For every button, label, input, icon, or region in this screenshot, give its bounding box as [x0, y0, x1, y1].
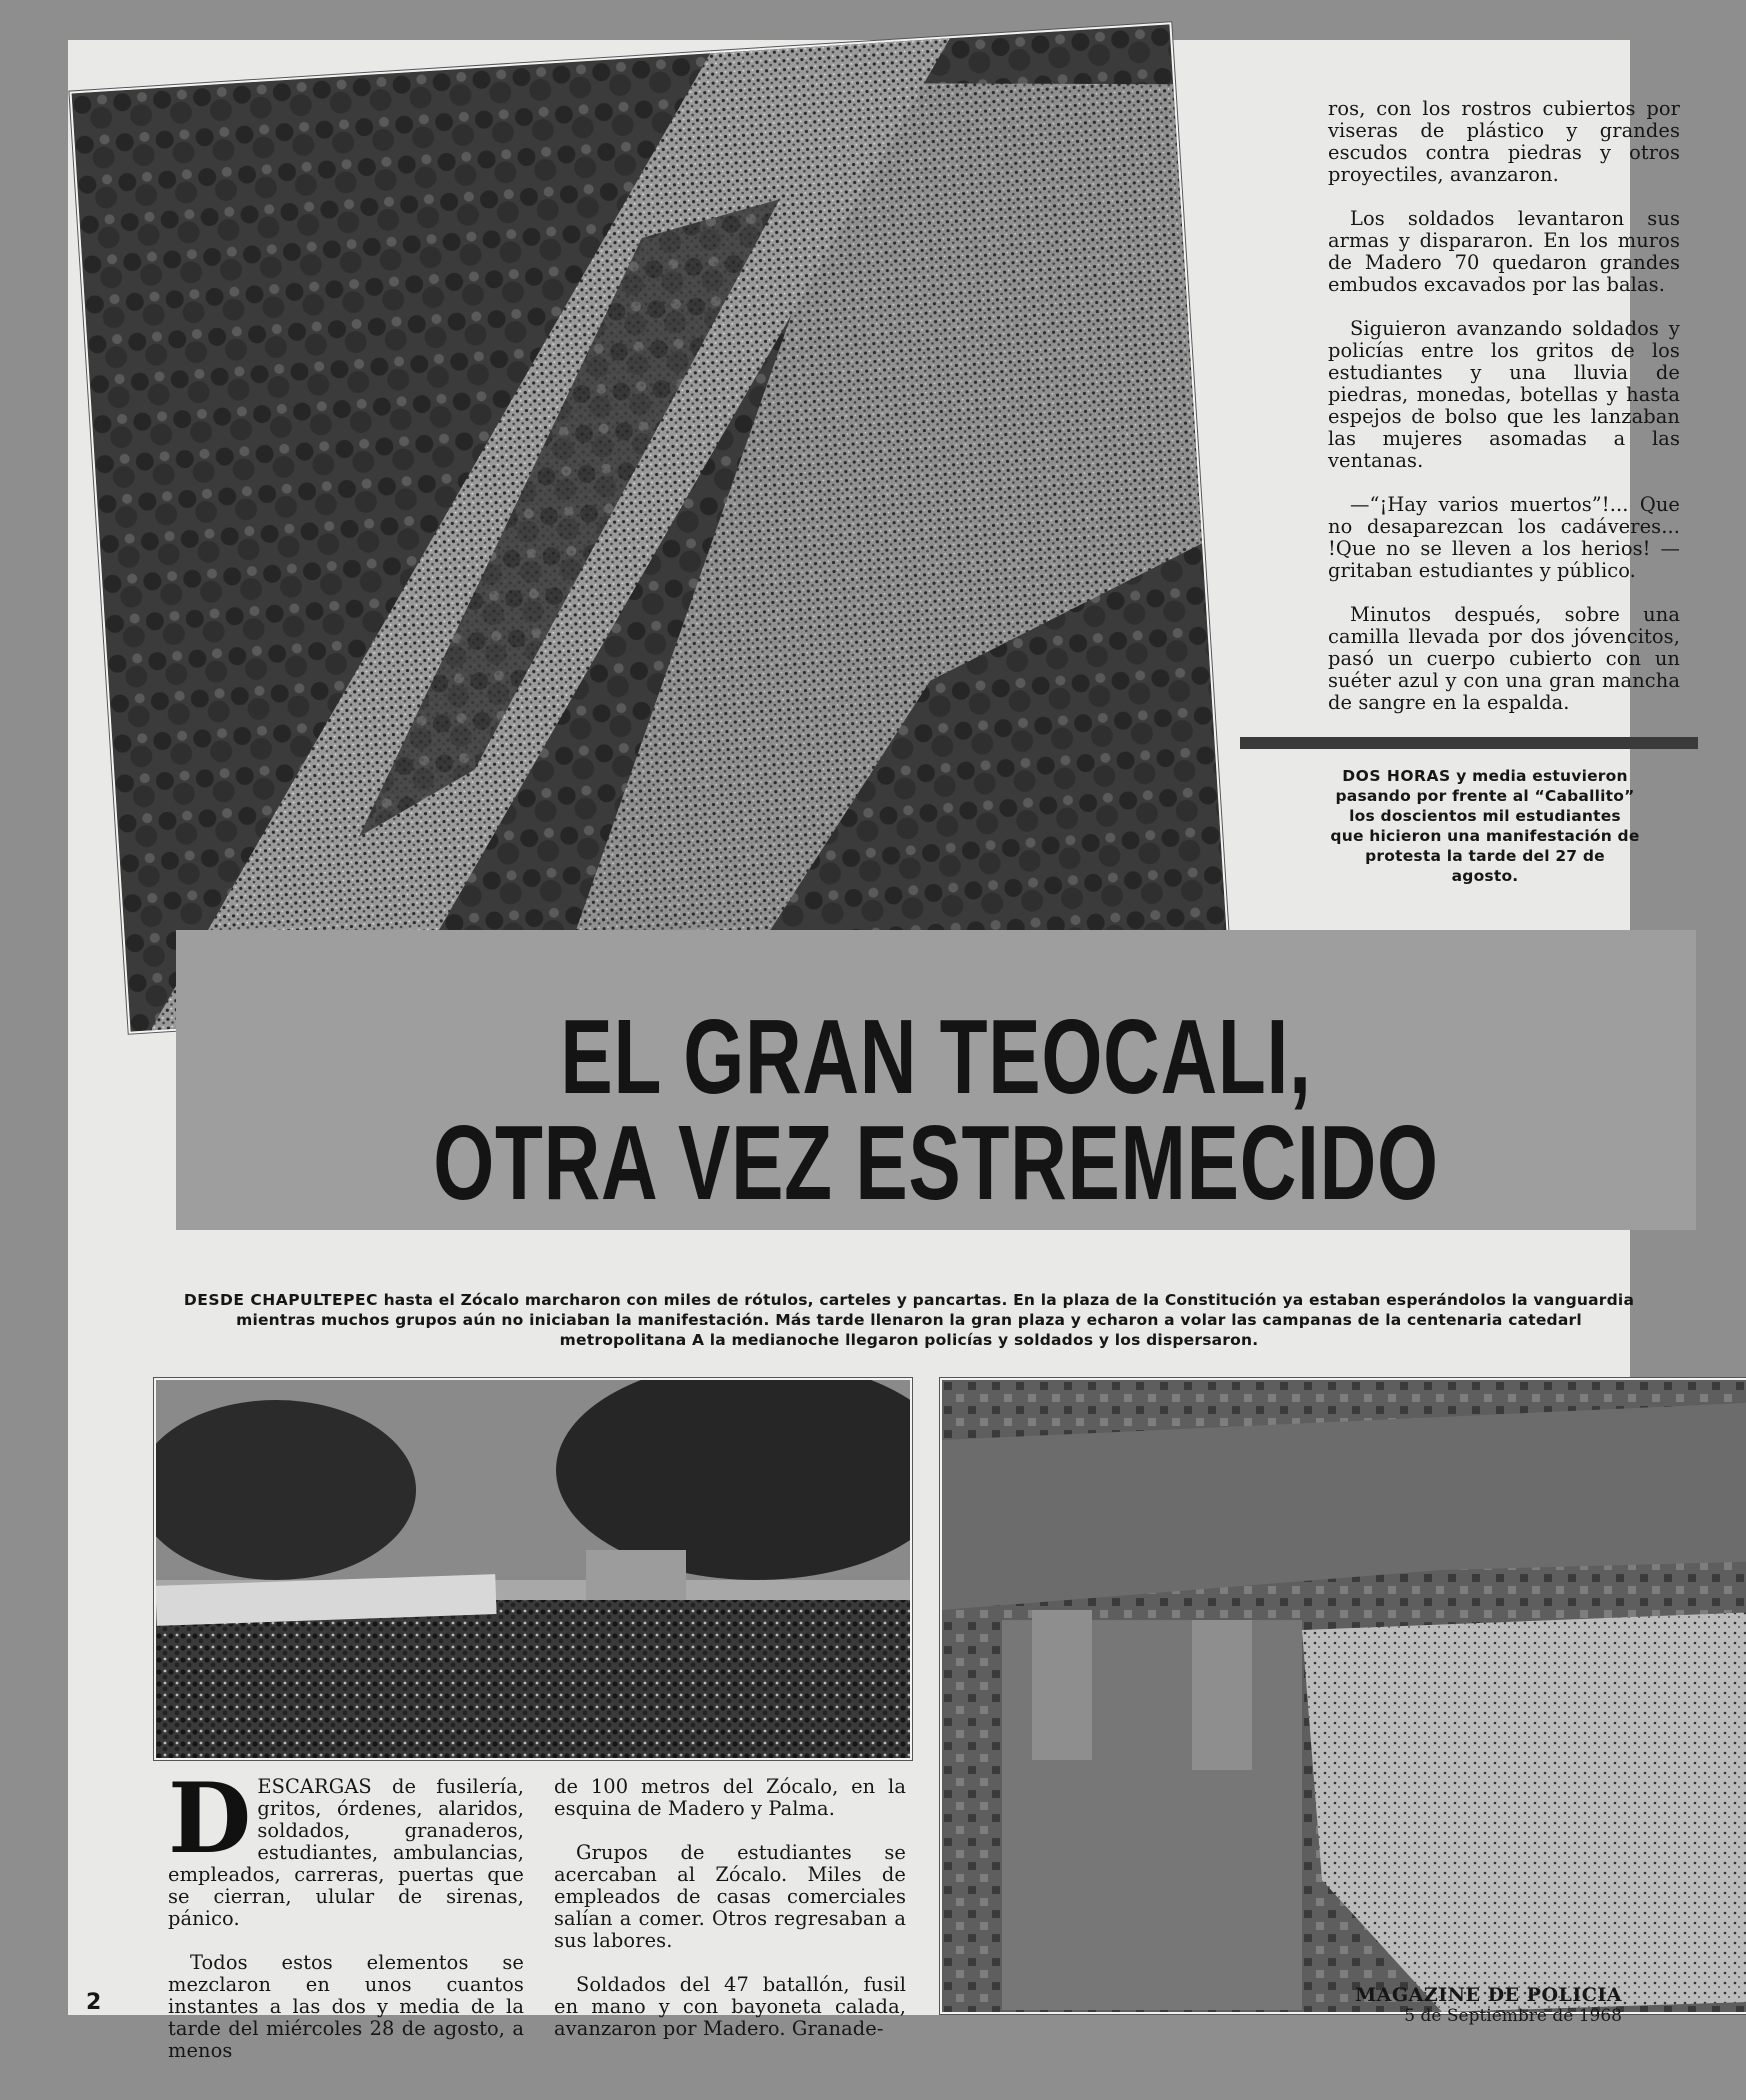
article-column-left	[168, 1762, 524, 2084]
paragraph: Los soldados levantaron sus armas y dispararon. En los muros de Madero 70 quedaron grandes embudos excavados por las balas.	[1328, 207, 1680, 296]
issue-date: 5 de Septiembre de 1968	[1404, 2006, 1622, 2026]
photo-zocalo-aerial	[940, 1378, 1746, 2014]
paragraph: —“¡Hay varios muertos”!... Que no desaparezcan los cadáveres... !Que no se lleven a los herios! —gritaban estudiantes y público.	[1328, 493, 1680, 582]
divider-bar	[1240, 737, 1698, 749]
article-column-middle	[554, 1776, 906, 2062]
paragraph: de 100 metros del Zócalo, en la esquina de Madero y Palma.	[554, 1775, 906, 1820]
caption-lead: DESDE CHAPULTEPEC	[183, 1291, 378, 1309]
photo-crowd-hillside	[69, 22, 1230, 1033]
paragraph: Siguieron avanzando soldados y policías entre los gritos de los estudiantes y una lluvia de piedras, monedas, botellas y hasta espejos de bolso que les lanzaban las mujeres asomadas a las ventanas.	[1328, 317, 1680, 472]
magazine-name: MAGAZINE DE POLICIA	[1355, 1984, 1622, 2006]
caption-lead: DOS HORAS	[1342, 767, 1451, 785]
paragraph-text: ESCARGAS de fusilería, gritos, órdenes, alaridos, soldados, granaderos, estudiantes, ambulancias, empleados, carreras, puertas que se cierran, ulular de sirenas, pánico.	[168, 1775, 524, 1930]
caption-text: hasta el Zócalo marcharon con miles de rótulos, carteles y pancartas. En la plaza de la Constitución ya estaban esperándolos la vanguardia mientras muchos grupos aún no iniciaban la manifestación. Más tarde llenaron la gran plaza y echaron a volar las campanas de la centenaria catedarl metropolitana A la medianoche llegaron policías y soldados y los dispersaron.	[236, 1291, 1635, 1349]
article-column-top	[1328, 98, 1680, 736]
caption-text: y media estuvieron pasando por frente al “Caballito” los doscientos mil estudiantes que hicieron una manifestación de protesta la tarde del 27 de agosto.	[1330, 767, 1640, 885]
footer	[1355, 1984, 1622, 2026]
photo-street-march	[154, 1378, 912, 1760]
photo-caption-top	[1330, 766, 1640, 886]
headline-band	[176, 930, 1696, 1230]
dropcap: D	[168, 1762, 252, 1875]
headline-line-1: EL GRAN TEOCALI,	[560, 998, 1312, 1116]
paragraph: Todos estos elementos se mezclaron en unos cuantos instantes a las dos y media de la tarde del miércoles 28 de agosto, a menos	[168, 1951, 524, 2062]
page-number: 2	[86, 1990, 102, 2015]
paragraph: Soldados del 47 batallón, fusil en mano y con bayoneta calada, avanzaron por Madero. Granade-	[554, 1973, 906, 2040]
headline-line-2: OTRA VEZ ESTREMECIDO	[433, 1104, 1439, 1222]
paragraph: ros, con los rostros cubiertos por viseras de plástico y grandes escudos contra piedras y otros proyectiles, avanzaron.	[1328, 97, 1680, 186]
photo-caption-middle	[176, 1290, 1642, 1350]
paragraph: Minutos después, sobre una camilla llevada por dos jóvencitos, pasó un cuerpo cubierto con un suéter azul y con una gran mancha de sangre en la espalda.	[1328, 603, 1680, 714]
paragraph-lead	[168, 1762, 524, 1930]
paragraph: Grupos de estudiantes se acercaban al Zócalo. Miles de empleados de casas comerciales salían a comer. Otros regresaban a sus labores.	[554, 1841, 906, 1952]
